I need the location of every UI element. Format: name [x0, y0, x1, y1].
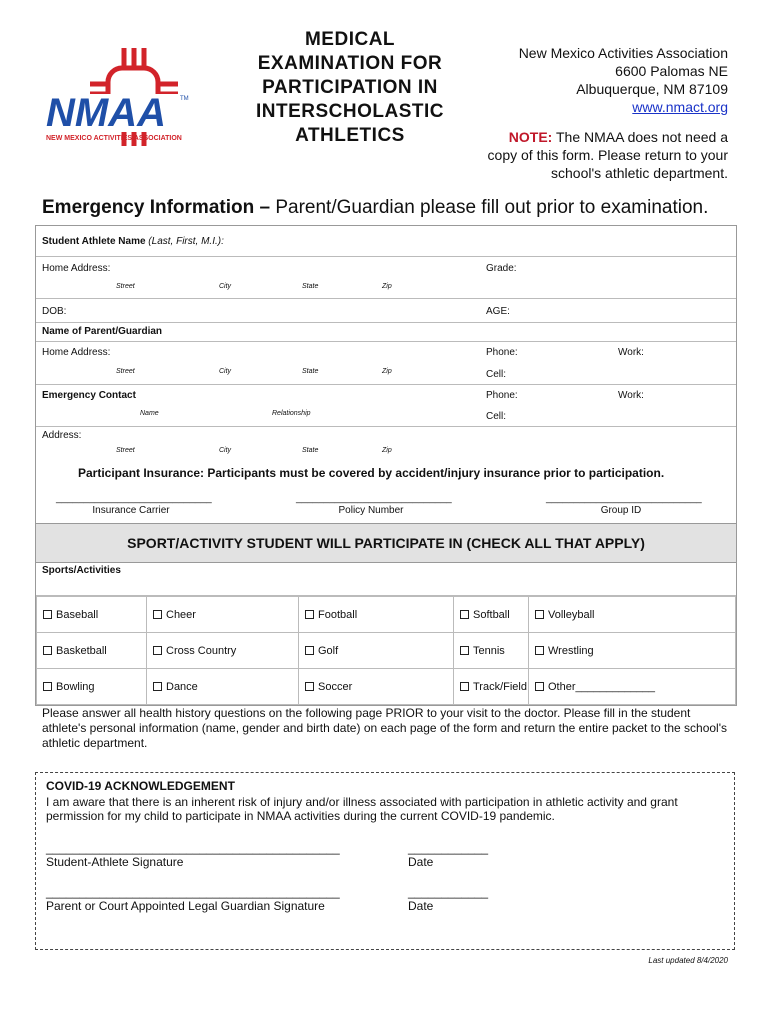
zip-hint: Zip	[382, 447, 392, 454]
student-signature-line[interactable]: ____________________________________________	[46, 841, 340, 855]
emergency-heading-rest: Parent/Guardian please fill out prior to examination.	[275, 197, 709, 218]
street-hint: Street	[116, 283, 135, 290]
svg-text:TM: TM	[180, 96, 189, 102]
parent-phone-label: Phone:	[486, 347, 518, 358]
note-text: The NMAA does not need a copy of this form. Please return to your school's athletic department.	[487, 129, 728, 181]
assoc-name: New Mexico Activities Association	[518, 45, 728, 61]
sport-checkbox[interactable]: Golf	[299, 633, 454, 669]
emergency-form	[35, 225, 737, 464]
sport-checkbox[interactable]: Softball	[454, 597, 529, 633]
sport-checkbox[interactable]: Cross Country	[147, 633, 299, 669]
note	[478, 128, 728, 182]
title-line: INTERSCHOLASTIC	[256, 101, 444, 122]
last-updated: Last updated 8/4/2020	[648, 956, 728, 965]
street-hint: Street	[116, 447, 135, 454]
contact-work-label: Work:	[618, 390, 644, 401]
title-line: PARTICIPATION IN	[262, 77, 438, 98]
title-line: MEDICAL	[304, 29, 396, 50]
city-hint: City	[219, 368, 232, 375]
emergency-heading	[42, 197, 708, 219]
policy-line[interactable]: ____________________________	[296, 493, 452, 504]
parent-signature-label: Parent or Court Appointed Legal Guardian Signature	[46, 899, 325, 913]
parent-date-label: Date	[408, 899, 434, 913]
sport-checkbox[interactable]: Dance	[147, 669, 299, 705]
sport-checkbox[interactable]: Wrestling	[529, 633, 736, 669]
sport-checkbox[interactable]: Tennis	[454, 633, 529, 669]
city-hint: City	[219, 447, 232, 454]
student-name-label: Student Athlete Name (Last, First, M.I.):	[42, 236, 224, 247]
carrier-line[interactable]: ____________________________	[56, 493, 212, 504]
covid-acknowledgement	[35, 772, 735, 950]
student-date-line[interactable]: ____________	[408, 841, 489, 855]
contact-phone-label: Phone:	[486, 390, 518, 401]
sports-table	[36, 596, 736, 705]
zip-hint: Zip	[382, 368, 392, 375]
policy-label: Policy Number	[338, 505, 404, 516]
group-line[interactable]: ____________________________	[546, 493, 702, 504]
sports-grid	[35, 561, 737, 706]
home-address-label: Home Address:	[42, 263, 111, 274]
parent-work-label: Work:	[618, 347, 644, 358]
assoc-street: 6600 Palomas NE	[615, 63, 728, 79]
covid-title: COVID-19 ACKNOWLEDGEMENT	[46, 779, 235, 793]
association-address	[519, 44, 728, 116]
sport-checkbox[interactable]: Volleyball	[529, 597, 736, 633]
covid-text: I am aware that there is an inherent risk of injury and/or illness associated with participation in athletic activity and grant permission for my child to participate in NMAA activities during the current COVID-19 pandemic.	[46, 795, 678, 823]
contact-address-label: Address:	[42, 430, 82, 441]
note-label: NOTE:	[508, 129, 553, 145]
parent-name-label: Name of Parent/Guardian	[42, 326, 163, 337]
name-hint: Name	[140, 410, 159, 417]
table-row	[37, 633, 736, 669]
relationship-hint: Relationship	[272, 410, 311, 417]
assoc-website-link[interactable]: www.nmact.org	[632, 99, 728, 115]
sport-checkbox[interactable]: Football	[299, 597, 454, 633]
parent-home-address-label: Home Address:	[42, 347, 111, 358]
student-signature-label: Student-Athlete Signature	[46, 855, 184, 869]
emergency-contact-label: Emergency Contact	[42, 390, 136, 401]
title-line: ATHLETICS	[295, 125, 405, 146]
grade-label: Grade:	[486, 263, 517, 274]
parent-cell-label: Cell:	[486, 369, 507, 380]
zia-sun-logo-icon	[38, 46, 216, 154]
form-title	[240, 28, 460, 148]
zip-hint: Zip	[382, 283, 392, 290]
instructions: Please answer all health history questions on the following page PRIOR to your visit to the doctor. Please fill in the student athlete's personal information (name, gender and birth date) on each page of the form and return the entire packet to the school's athletic department.	[42, 706, 728, 750]
carrier-label: Insurance Carrier	[92, 505, 170, 516]
street-hint: Street	[116, 368, 135, 375]
state-hint: State	[302, 447, 319, 454]
sports-heading: SPORT/ACTIVITY STUDENT WILL PARTICIPATE IN (CHECK ALL THAT APPLY)	[35, 523, 737, 563]
city-hint: City	[219, 283, 232, 290]
svg-text:NEW MEXICO ACTIVITIES ASSOCIAT: NEW MEXICO ACTIVITIES ASSOCIATION	[46, 135, 182, 142]
age-label: AGE:	[486, 306, 510, 317]
sport-checkbox[interactable]: Cheer	[147, 597, 299, 633]
table-row	[37, 597, 736, 633]
sport-checkbox[interactable]: Baseball	[37, 597, 147, 633]
sport-checkbox[interactable]: Track/Field	[454, 669, 529, 705]
insurance-heading: Participant Insurance: Participants must be covered by accident/injury insurance prior to participation.	[78, 466, 665, 480]
sport-checkbox[interactable]: Soccer	[299, 669, 454, 705]
parent-signature-line[interactable]: ____________________________________________	[46, 885, 340, 899]
state-hint: State	[302, 368, 319, 375]
sport-checkbox[interactable]: Other_____________	[529, 669, 736, 705]
state-hint: State	[302, 283, 319, 290]
sports-label: Sports/Activities	[36, 561, 736, 596]
parent-date-line[interactable]: ____________	[408, 885, 489, 899]
table-row	[37, 669, 736, 705]
group-label: Group ID	[600, 505, 642, 516]
assoc-city: Albuquerque, NM 87109	[576, 81, 728, 97]
insurance-section	[35, 463, 737, 524]
emergency-heading-bold: Emergency Information –	[42, 197, 276, 218]
contact-cell-label: Cell:	[486, 411, 507, 422]
sport-checkbox[interactable]: Basketball	[37, 633, 147, 669]
sport-checkbox[interactable]: Bowling	[37, 669, 147, 705]
nmaa-logo	[38, 46, 216, 154]
dob-label: DOB:	[42, 306, 67, 317]
title-line: EXAMINATION FOR	[257, 53, 443, 74]
svg-text:NMAA: NMAA	[46, 91, 166, 135]
student-date-label: Date	[408, 855, 434, 869]
